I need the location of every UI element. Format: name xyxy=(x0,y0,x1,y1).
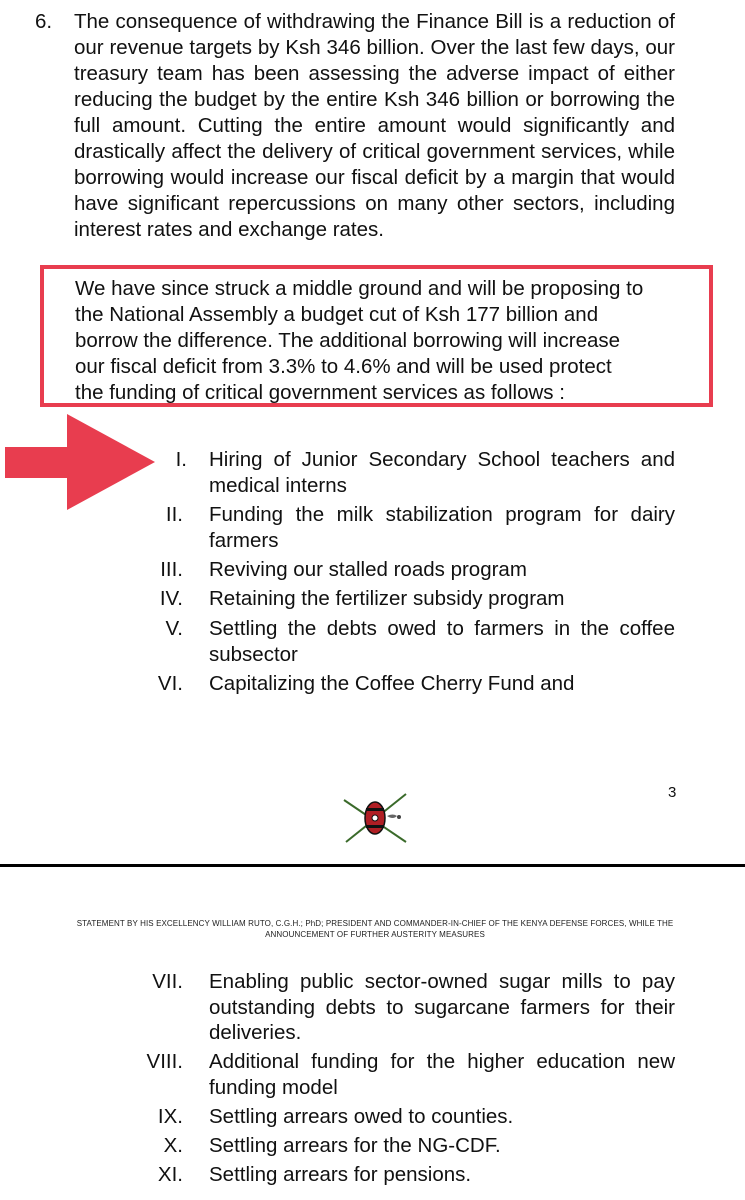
list-text: Capitalizing the Coffee Cherry Fund and xyxy=(209,672,575,695)
highlight-line: the funding of critical government services as follows : xyxy=(75,381,565,404)
page-number: 3 xyxy=(668,784,677,801)
list-text: Reviving our stalled roads program xyxy=(209,558,527,581)
list-text: Settling arrears for the NG-CDF. xyxy=(209,1134,501,1157)
list-text: Hiring of Junior Secondary School teachers and medical interns xyxy=(209,448,675,497)
coat-of-arms-icon xyxy=(340,790,412,846)
list-numeral: II. xyxy=(165,503,183,526)
highlight-line: the National Assembly a budget cut of Ksh 177 billion and xyxy=(75,303,599,326)
highlight-line: borrow the difference. The additional borrowing will increase xyxy=(75,329,621,352)
list-numeral: I. xyxy=(175,448,187,471)
list-numeral: IV. xyxy=(159,587,183,610)
list-text: Funding the milk stabilization program for dairy farmers xyxy=(209,503,675,552)
highlight-line: our fiscal deficit from 3.3% to 4.6% and will be used protect xyxy=(75,355,612,378)
list-text: Additional funding for the higher education new funding model xyxy=(209,1050,675,1099)
list-numeral: III. xyxy=(160,558,183,581)
list-numeral: IX. xyxy=(157,1105,183,1128)
list-text: Settling arrears owed to counties. xyxy=(209,1105,514,1128)
list-numeral: V. xyxy=(165,617,183,640)
list-numeral: VIII. xyxy=(146,1050,183,1073)
paragraph-number: 6. xyxy=(35,10,53,33)
statement-header: STATEMENT BY HIS EXCELLENCY WILLIAM RUTO, C.G.H.; PhD; PRESIDENT AND COMMANDER-IN-CHIEF OF THE KENYA DEFENSE FORCES, WHILE THE ANNOUNCEMENT OF FURTHER AUSTERITY MEASURES xyxy=(76,919,674,939)
highlight-line: We have since struck a middle ground and will be proposing to xyxy=(75,277,644,300)
paragraph-text: The consequence of withdrawing the Finance Bill is a reduction of our revenue targets by Ksh 346 billion. Over the last few days, our treasury team has been assessing the adverse impact of either reducing the budget by the entire Ksh 346 billion or borrowing the full amount. Cutting the entire amount would significantly and drastically affect the delivery of critical government services, while borrowing would increase our fiscal deficit by a margin that would have significant repercussions on many other sectors, including interest rates and exchange rates. xyxy=(74,10,675,241)
list-text: Settling the debts owed to farmers in the coffee subsector xyxy=(209,617,675,666)
highlight-text xyxy=(75,276,695,406)
list-text: Retaining the fertilizer subsidy program xyxy=(209,587,565,610)
list-text: Settling arrears for pensions. xyxy=(209,1163,472,1186)
list-numeral: X. xyxy=(163,1134,183,1157)
list-numeral: VII. xyxy=(152,970,183,993)
list-text: Enabling public sector-owned sugar mills to pay outstanding debts to sugarcane farmers for their deliveries. xyxy=(209,970,675,1044)
list-numeral: VI. xyxy=(157,672,183,695)
list-numeral: XI. xyxy=(157,1163,183,1186)
page-divider xyxy=(0,864,745,867)
